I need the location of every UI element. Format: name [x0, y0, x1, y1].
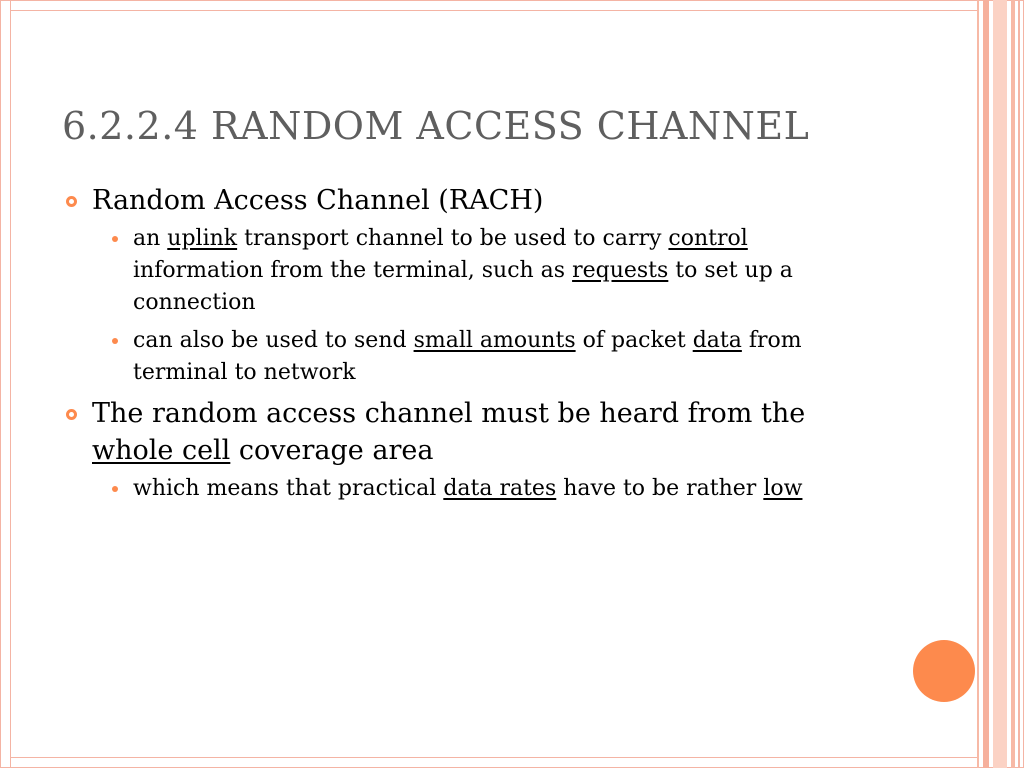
underlined-term: whole cell: [92, 435, 231, 466]
bullet-text: The random access channel must be heard from the: [92, 398, 806, 429]
frame-inner-left-line: [10, 0, 11, 768]
slide-title: 6.2.2.4 RANDOM ACCESS CHANNEL: [62, 104, 810, 148]
slide-body: [64, 182, 864, 511]
decor-stripe: [1011, 0, 1015, 768]
bullet-level1: [64, 395, 864, 469]
decor-orange-circle: [913, 640, 975, 702]
underlined-term: data: [692, 328, 742, 353]
bullet-level2: [64, 325, 864, 389]
underlined-term: data rates: [443, 476, 557, 501]
dot-bullet-icon: [112, 236, 118, 242]
bullet-text: an: [133, 226, 168, 251]
decor-stripe: [977, 0, 979, 768]
bullet-level2: [64, 223, 864, 319]
underlined-term: small amounts: [413, 328, 576, 353]
bullet-text: have to be rather: [556, 476, 764, 501]
bullet-text: can also be used to send: [133, 328, 414, 353]
bullet-text: Random Access Channel (RACH): [92, 185, 544, 216]
ring-bullet-icon: [66, 409, 77, 420]
dot-bullet-icon: [112, 338, 118, 344]
bullet-text: which means that practical: [133, 476, 444, 501]
frame-inner-top-line: [10, 10, 978, 11]
bullet-text: coverage area: [230, 435, 434, 466]
bullet-level1: [64, 182, 864, 219]
bullet-level2: [64, 473, 864, 505]
bullet-text: information from the terminal, such as: [133, 258, 573, 283]
underlined-term: requests: [572, 258, 669, 283]
decor-stripe: [983, 0, 989, 768]
bullet-text: from terminal to network: [133, 328, 802, 385]
underlined-term: uplink: [167, 226, 238, 251]
bullet-text: to set up a connection: [133, 258, 793, 315]
bullet-text: transport channel to be used to carry: [237, 226, 669, 251]
underlined-term: control: [668, 226, 748, 251]
decor-stripe: [993, 0, 1007, 768]
dot-bullet-icon: [112, 486, 118, 492]
underlined-term: low: [763, 476, 803, 501]
ring-bullet-icon: [66, 196, 77, 207]
decor-stripe: [1018, 0, 1020, 768]
frame-inner-bottom-line: [10, 757, 978, 758]
bullet-text: of packet: [575, 328, 693, 353]
